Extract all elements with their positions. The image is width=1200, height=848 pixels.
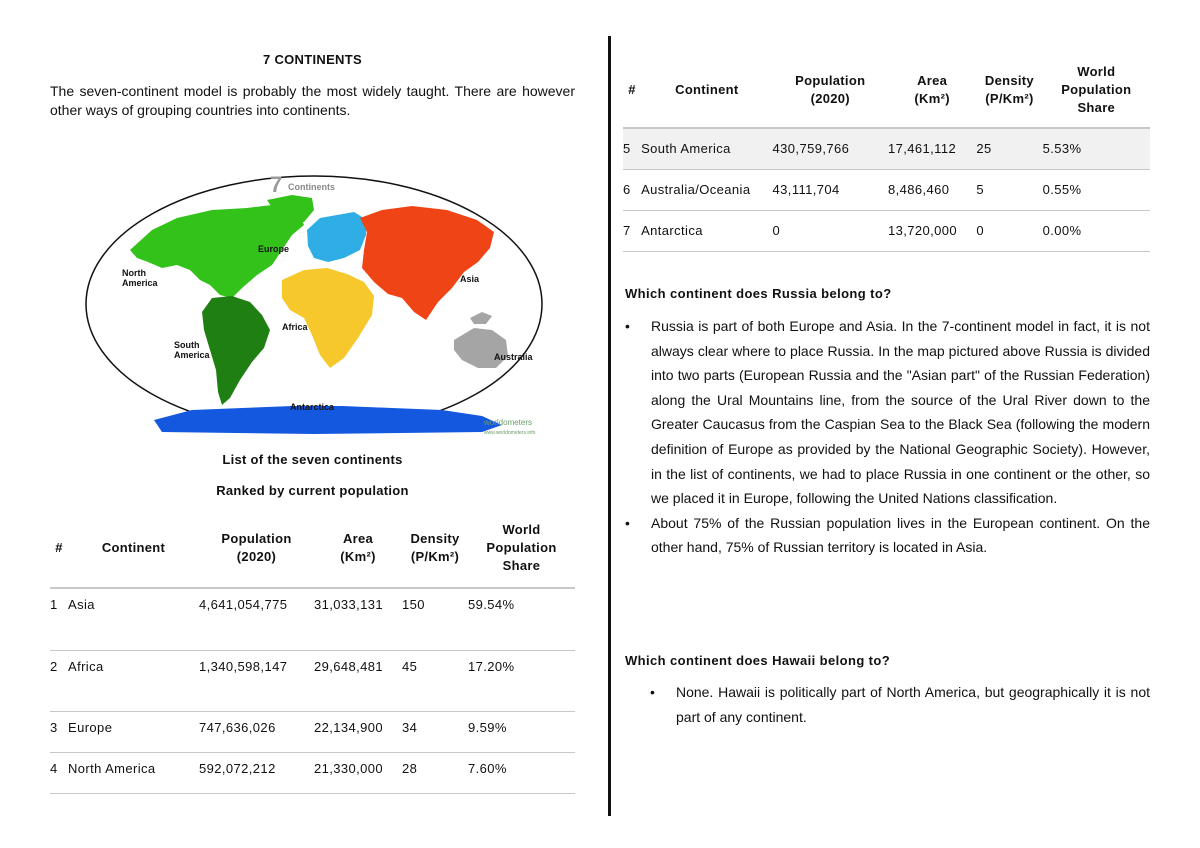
- cell-share: 9.59%: [468, 719, 507, 735]
- cell-rank: 6: [623, 181, 631, 197]
- header-continent: Continent: [101, 539, 166, 555]
- cell-share: 17.20%: [468, 658, 515, 674]
- cell-share: 0.00%: [1042, 222, 1082, 238]
- cell-area: 21,330,000: [314, 760, 384, 776]
- cell-area: 17,461,112: [888, 128, 976, 169]
- cell-population: 43,111,704: [772, 181, 840, 197]
- header-density: Density (P/Km²): [410, 530, 460, 564]
- cell-population: 0: [772, 222, 781, 238]
- header-population: Population (2020): [221, 530, 292, 564]
- cell-area: 13,720,000: [887, 222, 958, 238]
- header-share: World Population Share: [1061, 63, 1132, 115]
- cell-density: 25: [976, 128, 1042, 169]
- bullet-text: Russia is part of both Europe and Asia. In the 7-continent model in fact, it is not always clear where to place Russia. In the map pictured above Russia is divided into two parts (European Russia and the "Asian part" of the Russian Federation) along the Ural Mountains line, from the source of the Ural River down to the Greater Caucasus from the Caspian Sea to the Black Sea (following the modern definition of Europe as provided by the National Geographic Society). However, in the list of continents, we had to place Russia in one continent or the other, so we placed it in Europe, following the United Nations classification.: [651, 318, 1150, 507]
- cell-population: 747,636,026: [199, 719, 276, 735]
- table-row: [50, 752, 575, 793]
- table-row: [50, 650, 575, 711]
- cell-density: 45: [402, 658, 418, 674]
- cell-population: 430,759,766: [773, 128, 888, 169]
- continents-table-part-2: [623, 52, 1150, 252]
- cell-population: 4,641,054,775: [199, 597, 288, 612]
- cell-continent: Australia/Oceania: [641, 181, 751, 197]
- map-heading-word: Continents: [288, 182, 335, 192]
- list-item: [625, 314, 1150, 511]
- bullet-text: None. Hawaii is politically part of North America, but geographically it is not part of any continent.: [676, 684, 1150, 725]
- cell-continent: North America: [68, 760, 156, 776]
- label-europe: Europe: [258, 244, 290, 254]
- cell-population: 1,340,598,147: [199, 658, 288, 674]
- world-map-figure: [82, 170, 547, 438]
- table-header-row: [623, 52, 1150, 128]
- cell-density: 150: [402, 597, 425, 612]
- map-heading-number: 7: [270, 172, 283, 197]
- table-row: [623, 169, 1150, 210]
- cell-area: 29,648,481: [314, 658, 384, 674]
- table-caption-title: List of the seven continents: [222, 452, 403, 467]
- label-asia: Asia: [460, 274, 480, 284]
- svg-text:SouthAmerica: South America: [174, 340, 210, 360]
- cell-population: 592,072,212: [199, 760, 276, 776]
- page-title: 7 CONTINENTS: [263, 52, 362, 67]
- header-rank: #: [55, 539, 63, 555]
- header-density: Density (P/Km²): [984, 72, 1034, 106]
- continents-table-part-1: [50, 508, 575, 794]
- table-caption-subtitle: Ranked by current population: [216, 483, 409, 498]
- cell-area: 31,033,131: [314, 597, 384, 612]
- header-area: Area (Km²): [340, 530, 376, 564]
- cell-rank: 4: [50, 760, 58, 776]
- cell-rank: 5: [623, 128, 641, 169]
- bullet-text: About 75% of the Russian population lives in the European continent. On the other hand, 75% of Russian territory is located in Asia.: [651, 514, 1150, 556]
- header-population: Population (2020): [795, 72, 866, 106]
- cell-continent: Asia: [68, 597, 95, 612]
- list-item: [625, 511, 1150, 560]
- cell-density: 34: [402, 719, 418, 735]
- label-australia: Australia: [494, 352, 533, 362]
- russia-answer-list: [625, 314, 1150, 560]
- column-divider: [608, 36, 611, 816]
- hawaii-answer-list: [650, 680, 1150, 729]
- table-row: [623, 210, 1150, 251]
- bullet-icon: •: [625, 514, 630, 531]
- list-item: [650, 680, 1150, 729]
- table-header-row: [50, 508, 575, 588]
- cell-area: 8,486,460: [887, 181, 950, 197]
- cell-area: 22,134,900: [314, 719, 384, 735]
- label-africa: Africa: [282, 322, 308, 332]
- question-hawaii: Which continent does Hawaii belong to?: [625, 653, 891, 668]
- watermark-brand: worldometers: [484, 418, 533, 427]
- cell-rank: 2: [50, 658, 58, 674]
- bullet-icon: •: [650, 684, 655, 700]
- intro-paragraph: The seven-continent model is probably the most widely taught. There are however other ways of grouping countries into continents.: [50, 83, 575, 118]
- cell-rank: 1: [50, 597, 58, 612]
- watermark-url: www.worldometers.info: [484, 430, 536, 436]
- cell-rank: 3: [50, 719, 58, 735]
- table-row: [623, 128, 1150, 169]
- svg-text:NorthAmerica: North America: [122, 268, 158, 288]
- cell-continent: Europe: [68, 719, 113, 735]
- bullet-icon: •: [625, 318, 630, 334]
- cell-share: 7.60%: [468, 760, 507, 776]
- world-map: [82, 170, 547, 438]
- header-continent: Continent: [675, 81, 739, 97]
- cell-density: 0: [976, 222, 984, 238]
- label-antarctica: Antarctica: [290, 402, 335, 412]
- table-row: [50, 711, 575, 752]
- header-rank: #: [628, 81, 636, 97]
- cell-share: 59.54%: [468, 597, 515, 612]
- header-area: Area (Km²): [914, 72, 950, 106]
- cell-rank: 7: [623, 222, 631, 238]
- header-share: World Population Share: [486, 521, 557, 573]
- question-russia: Which continent does Russia belong to?: [625, 286, 892, 301]
- cell-density: 5: [976, 181, 984, 197]
- table-row: [50, 588, 575, 650]
- cell-continent: South America: [641, 128, 772, 169]
- cell-share: 0.55%: [1042, 181, 1082, 197]
- cell-continent: Antarctica: [641, 222, 703, 238]
- cell-continent: Africa: [68, 658, 104, 674]
- cell-density: 28: [402, 760, 418, 776]
- cell-share: 5.53%: [1043, 128, 1150, 169]
